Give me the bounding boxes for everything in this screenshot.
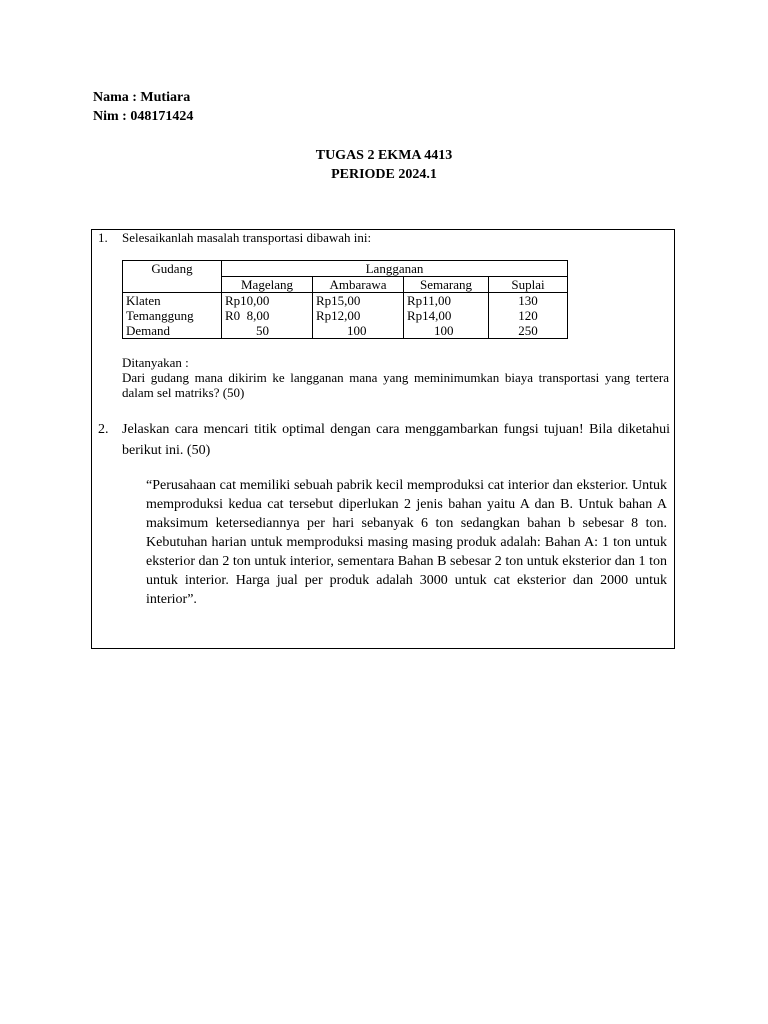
question-2-text: Jelaskan cara mencari titik optimal dengan cara menggambarkan fungsi tujuan! Bila diketahui berikut ini. (50)	[122, 422, 670, 458]
table-cell: 130	[489, 293, 568, 309]
table-cell: Rp12,00	[313, 308, 404, 323]
question-1	[98, 230, 371, 246]
table-cell: 50	[222, 323, 313, 339]
table-cell: Rp15,00	[313, 293, 404, 309]
title-line-1: TUGAS 2 EKMA 4413	[315, 148, 453, 163]
assignment-title	[0, 146, 768, 184]
col-header-semarang: Semarang	[404, 277, 489, 293]
question-1-text: Selesaikanlah masalah transportasi dibawah ini:	[122, 230, 372, 245]
asked-text: Dari gudang mana dikirim ke langganan mana yang meminimumkan biaya transportasi yang tertera dalam sel matriks? (50)	[122, 370, 669, 400]
table-cell: 120	[489, 308, 568, 323]
col-header-ambarawa: Ambarawa	[313, 277, 404, 293]
table-group-header: Langganan	[222, 261, 568, 277]
table-row	[123, 293, 568, 309]
table-cell: 250	[489, 323, 568, 339]
transport-table	[122, 260, 568, 339]
row-label-demand: Demand	[123, 323, 222, 339]
student-nim: Nim : 048171424	[93, 109, 194, 124]
question-2	[98, 419, 670, 461]
asked-label: Ditanyakan :	[122, 355, 189, 370]
table-cell: R0 8,00	[222, 308, 313, 323]
row-label-temanggung: Temanggung	[123, 308, 222, 323]
table-cell: Rp11,00	[404, 293, 489, 309]
question-2-number: 2.	[98, 422, 109, 437]
questions-box	[91, 229, 675, 649]
table-cell: 100	[313, 323, 404, 339]
col-header-suplai: Suplai	[489, 277, 568, 293]
student-identity	[93, 88, 193, 126]
question-2-quote: “Perusahaan cat memiliki sebuah pabrik kecil memproduksi cat interior dan eksterior. Untuk memproduksi kedua cat tersebut diperlukan 2 jenis bahan yaitu A dan B. Untuk bahan A maksimum ketersediannya per hari sebanyak 6 ton sedangkan bahan b sebesar 8 ton. Kebutuhan harian untuk memproduksi masing masing produk adalah: Bahan A: 1 ton untuk eksterior dan 2 ton untuk interior, sementara Bahan B sebesar 2 ton untuk eksterior dan 1 ton untuk interior. Harga jual per produk adalah 3000 untuk cat eksterior dan 2000 untuk interior”.	[146, 478, 667, 607]
table-row	[123, 323, 568, 339]
table-cell: Rp10,00	[222, 293, 313, 309]
table-row	[123, 308, 568, 323]
col-header-magelang: Magelang	[222, 277, 313, 293]
table-cell: Rp14,00	[404, 308, 489, 323]
table-corner-header: Gudang	[123, 261, 222, 277]
table-corner-blank	[123, 277, 222, 293]
table-cell: 100	[404, 323, 489, 339]
title-line-2: PERIODE 2024.1	[331, 167, 437, 182]
row-label-klaten: Klaten	[123, 293, 222, 309]
student-name: Nama : Mutiara	[93, 90, 191, 105]
question-1-number: 1.	[98, 230, 108, 245]
question-1-asked	[122, 355, 669, 400]
